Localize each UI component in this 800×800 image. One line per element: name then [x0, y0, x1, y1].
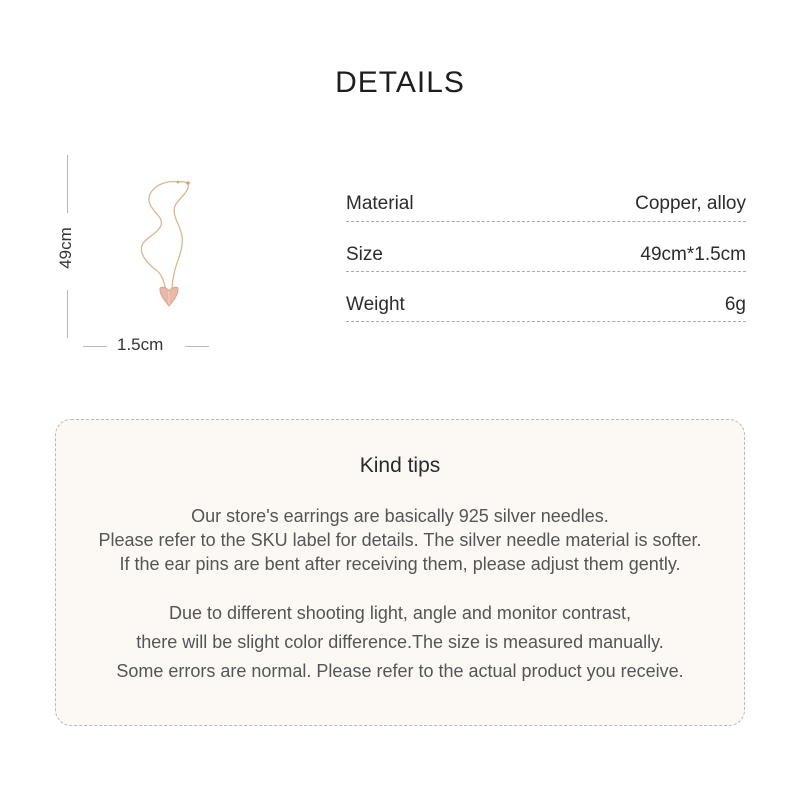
tips-paragraph-color-disclaimer [56, 599, 744, 686]
spec-row-weight [346, 272, 746, 322]
spec-label: Material [346, 193, 414, 214]
width-dimension-line-left [83, 346, 107, 347]
spec-row-material [346, 188, 746, 222]
spec-value: 6g [724, 294, 746, 315]
tips-line: Some errors are normal. Please refer to the actual product you receive. [116, 661, 684, 681]
width-dimension-line-right [185, 346, 209, 347]
tips-line: Due to different shooting light, angle and monitor contrast, [169, 603, 631, 623]
height-dimension-line-top [67, 155, 68, 213]
spec-table [346, 188, 746, 322]
height-dimension-line-bottom [67, 290, 68, 338]
necklace-image [110, 170, 220, 320]
tips-line: Our store's earrings are basically 925 silver needles. [191, 506, 609, 526]
spec-value: Copper, alloy [635, 193, 746, 214]
spec-label: Size [346, 244, 383, 265]
page-title: DETAILS [335, 66, 465, 99]
kind-tips-box [55, 419, 745, 726]
tips-line: there will be slight color difference.The size is measured manually. [136, 632, 664, 652]
width-dimension-label: 1.5cm [117, 335, 164, 354]
tips-line: If the ear pins are bent after receiving them, please adjust them gently. [119, 554, 681, 574]
tips-paragraph-earrings [56, 504, 744, 576]
height-dimension-label: 49cm [56, 227, 75, 269]
spec-value: 49cm*1.5cm [640, 244, 746, 265]
tips-line: Please refer to the SKU label for details. The silver needle material is softer. [98, 530, 702, 550]
tips-title: Kind tips [359, 454, 441, 477]
spec-label: Weight [346, 294, 405, 315]
spec-row-size [346, 222, 746, 272]
